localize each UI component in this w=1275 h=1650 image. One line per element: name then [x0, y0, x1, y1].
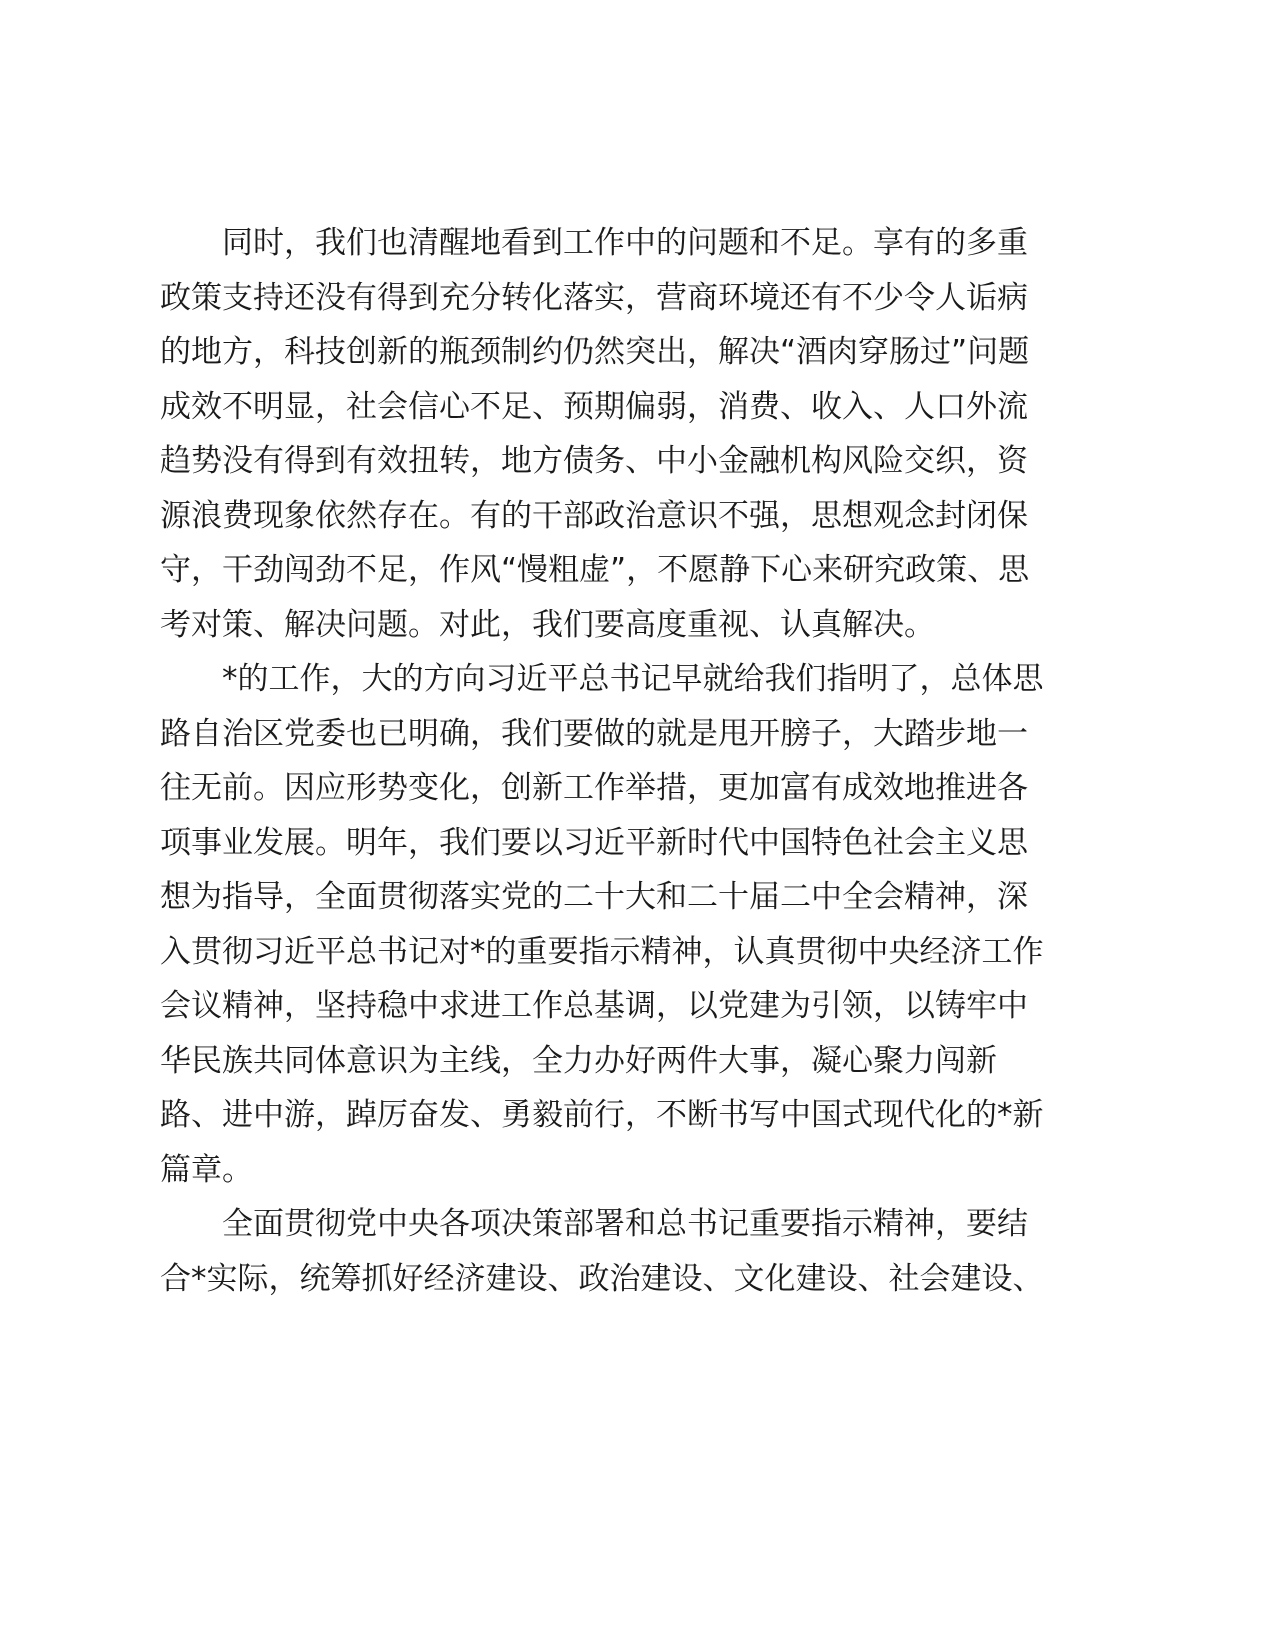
text-line: 往无前。因应形势变化，创新工作举措，更加富有成效地推进各: [160, 770, 1028, 806]
text-line: 路、进中游，踔厉奋发、勇毅前行，不断书写中国式现代化的*新: [160, 1097, 1044, 1133]
text-line: 成效不明显，社会信心不足、预期偏弱，消费、收入、人口外流: [160, 388, 1028, 425]
text-line: 会议精神，坚持稳中求进工作总基调，以党建为引领，以铸牢中: [160, 988, 1028, 1024]
text-line: 路自治区党委也已明确，我们要做的就是甩开膀子，大踏步地一: [160, 715, 1028, 752]
text-line: 想为指导，全面贯彻落实党的二十大和二十届二中全会精神，深: [160, 879, 1028, 915]
text-line: 考对策、解决问题。对此，我们要高度重视、认真解决。: [160, 606, 935, 643]
text-line: 趋势没有得到有效扭转，地方债务、中小金融机构风险交织，资: [160, 443, 1028, 479]
text-line: 同时，我们也清醒地看到工作中的问题和不足。享有的多重: [222, 225, 1028, 261]
text-line: 的地方，科技创新的瓶颈制约仍然突出，解决“酒肉穿肠过”问题: [160, 334, 1030, 370]
text-line: 源浪费现象依然存在。有的干部政治意识不强，思想观念封闭保: [160, 497, 1028, 534]
text-line: 政策支持还没有得到充分转化落实，营商环境还有不少令人诟病: [160, 279, 1028, 316]
text-line: 守，干劲闯劲不足，作风“慢粗虚”，不愿静下心来研究政策、思: [160, 552, 1030, 588]
document-body: [160, 216, 1064, 1306]
paragraph-implementation: [160, 1197, 1064, 1306]
text-line: 篇章。: [160, 1151, 253, 1188]
text-line: 合*实际，统筹抓好经济建设、政治建设、文化建设、社会建设、: [160, 1260, 1044, 1297]
paragraph-direction: [160, 652, 1064, 1197]
text-line: *的工作，大的方向习近平总书记早就给我们指明了，总体思: [222, 661, 1044, 697]
paragraph-problems: [160, 216, 1064, 652]
text-line: 入贯彻习近平总书记对*的重要指示精神，认真贯彻中央经济工作: [160, 933, 1044, 970]
text-line: 全面贯彻党中央各项决策部署和总书记重要指示精神，要结: [222, 1206, 1028, 1242]
text-line: 项事业发展。明年，我们要以习近平新时代中国特色社会主义思: [160, 824, 1028, 861]
text-line: 华民族共同体意识为主线，全力办好两件大事，凝心聚力闯新: [160, 1042, 997, 1079]
